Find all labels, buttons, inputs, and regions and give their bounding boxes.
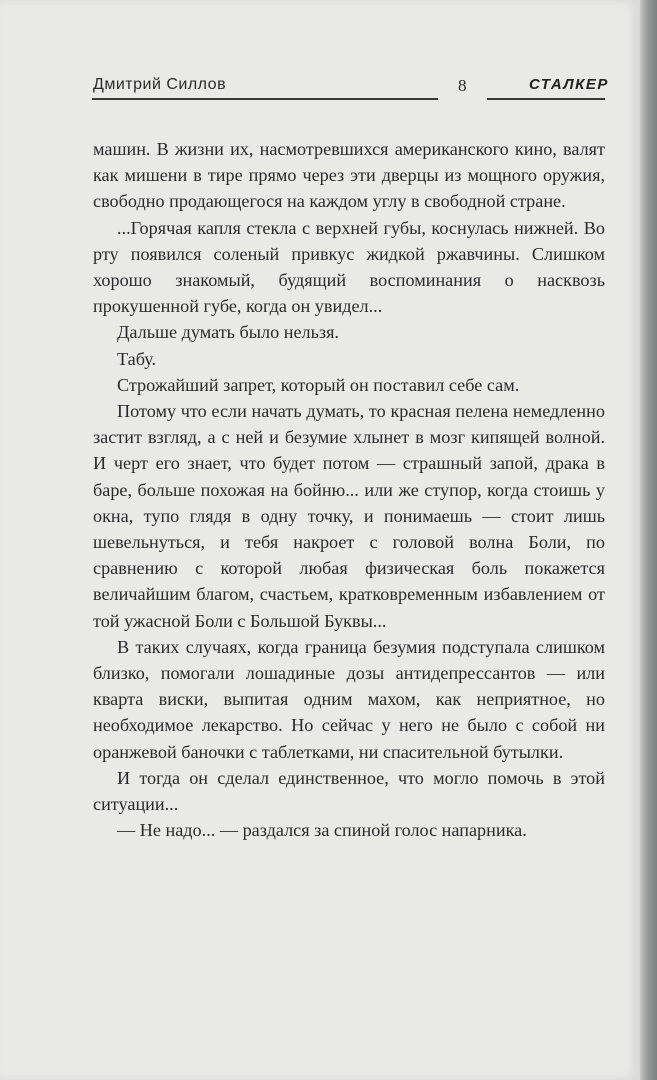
paragraph: ...Горячая капля стекла с верхней губы, коснулась нижней. Во рту появился соленый привкус жидкой ржавчины. Слишком хорошо знакомый, будящий воспоминания о насквозь прокушенной губе, когда он увидел... bbox=[93, 217, 605, 317]
paragraph: Потому что если начать думать, то красная пелена немедленно застит взгляд, а с ней и безумие хлынет в мозг кипящей волной. И черт его знает, что будет потом — страшный запой, драка в баре, больше похожая на бойню... или же ступор, когда стоишь у окна, тупо глядя в одну точку, и понимаешь — стоит лишь шевельнуться, и тебя накроет с головой волна Боли, по сравнению с которой любая физическая боль покажется величайшим благом, счастьем, кратковременным избавлением от той ужасной Боли с Большой Буквы... bbox=[93, 401, 605, 631]
paragraph: В таких случаях, когда граница безумия подступала слишком близко, помогали лошадиные дозы антидепрессантов — или кварта виски, выпитая одним махом, как неприятное, но необходимое лекарство. Но сейчас у него не было с собой ни оранжевой баночки с таблетками, ни спасительной бутылки. bbox=[93, 636, 605, 762]
running-header bbox=[0, 72, 640, 102]
paragraph: машин. В жизни их, насмотревшихся американского кино, валят как мишени в тире прямо через эти дверцы из мощного оружия, свободно продающегося на каждом углу в свободной стране. bbox=[93, 139, 605, 212]
paragraph: Дальше думать было нельзя. bbox=[117, 322, 339, 343]
paragraph: — Не надо... — раздался за спиной голос напарника. bbox=[117, 820, 527, 841]
paragraph: Табу. bbox=[117, 348, 157, 369]
series-title: СТАЛКЕР bbox=[529, 76, 609, 93]
paragraph: И тогда он сделал единственное, что могло помочь в этой ситуации... bbox=[93, 767, 605, 815]
body-text bbox=[93, 136, 605, 843]
book-spine-edge bbox=[640, 0, 657, 1080]
paragraph: Строжайший запрет, который он поставил себе сам. bbox=[117, 374, 520, 395]
page-number: 8 bbox=[458, 76, 467, 95]
header-rule-right bbox=[487, 98, 605, 100]
header-rule-left bbox=[92, 98, 438, 100]
author-name: Дмитрий Силлов bbox=[93, 76, 227, 93]
